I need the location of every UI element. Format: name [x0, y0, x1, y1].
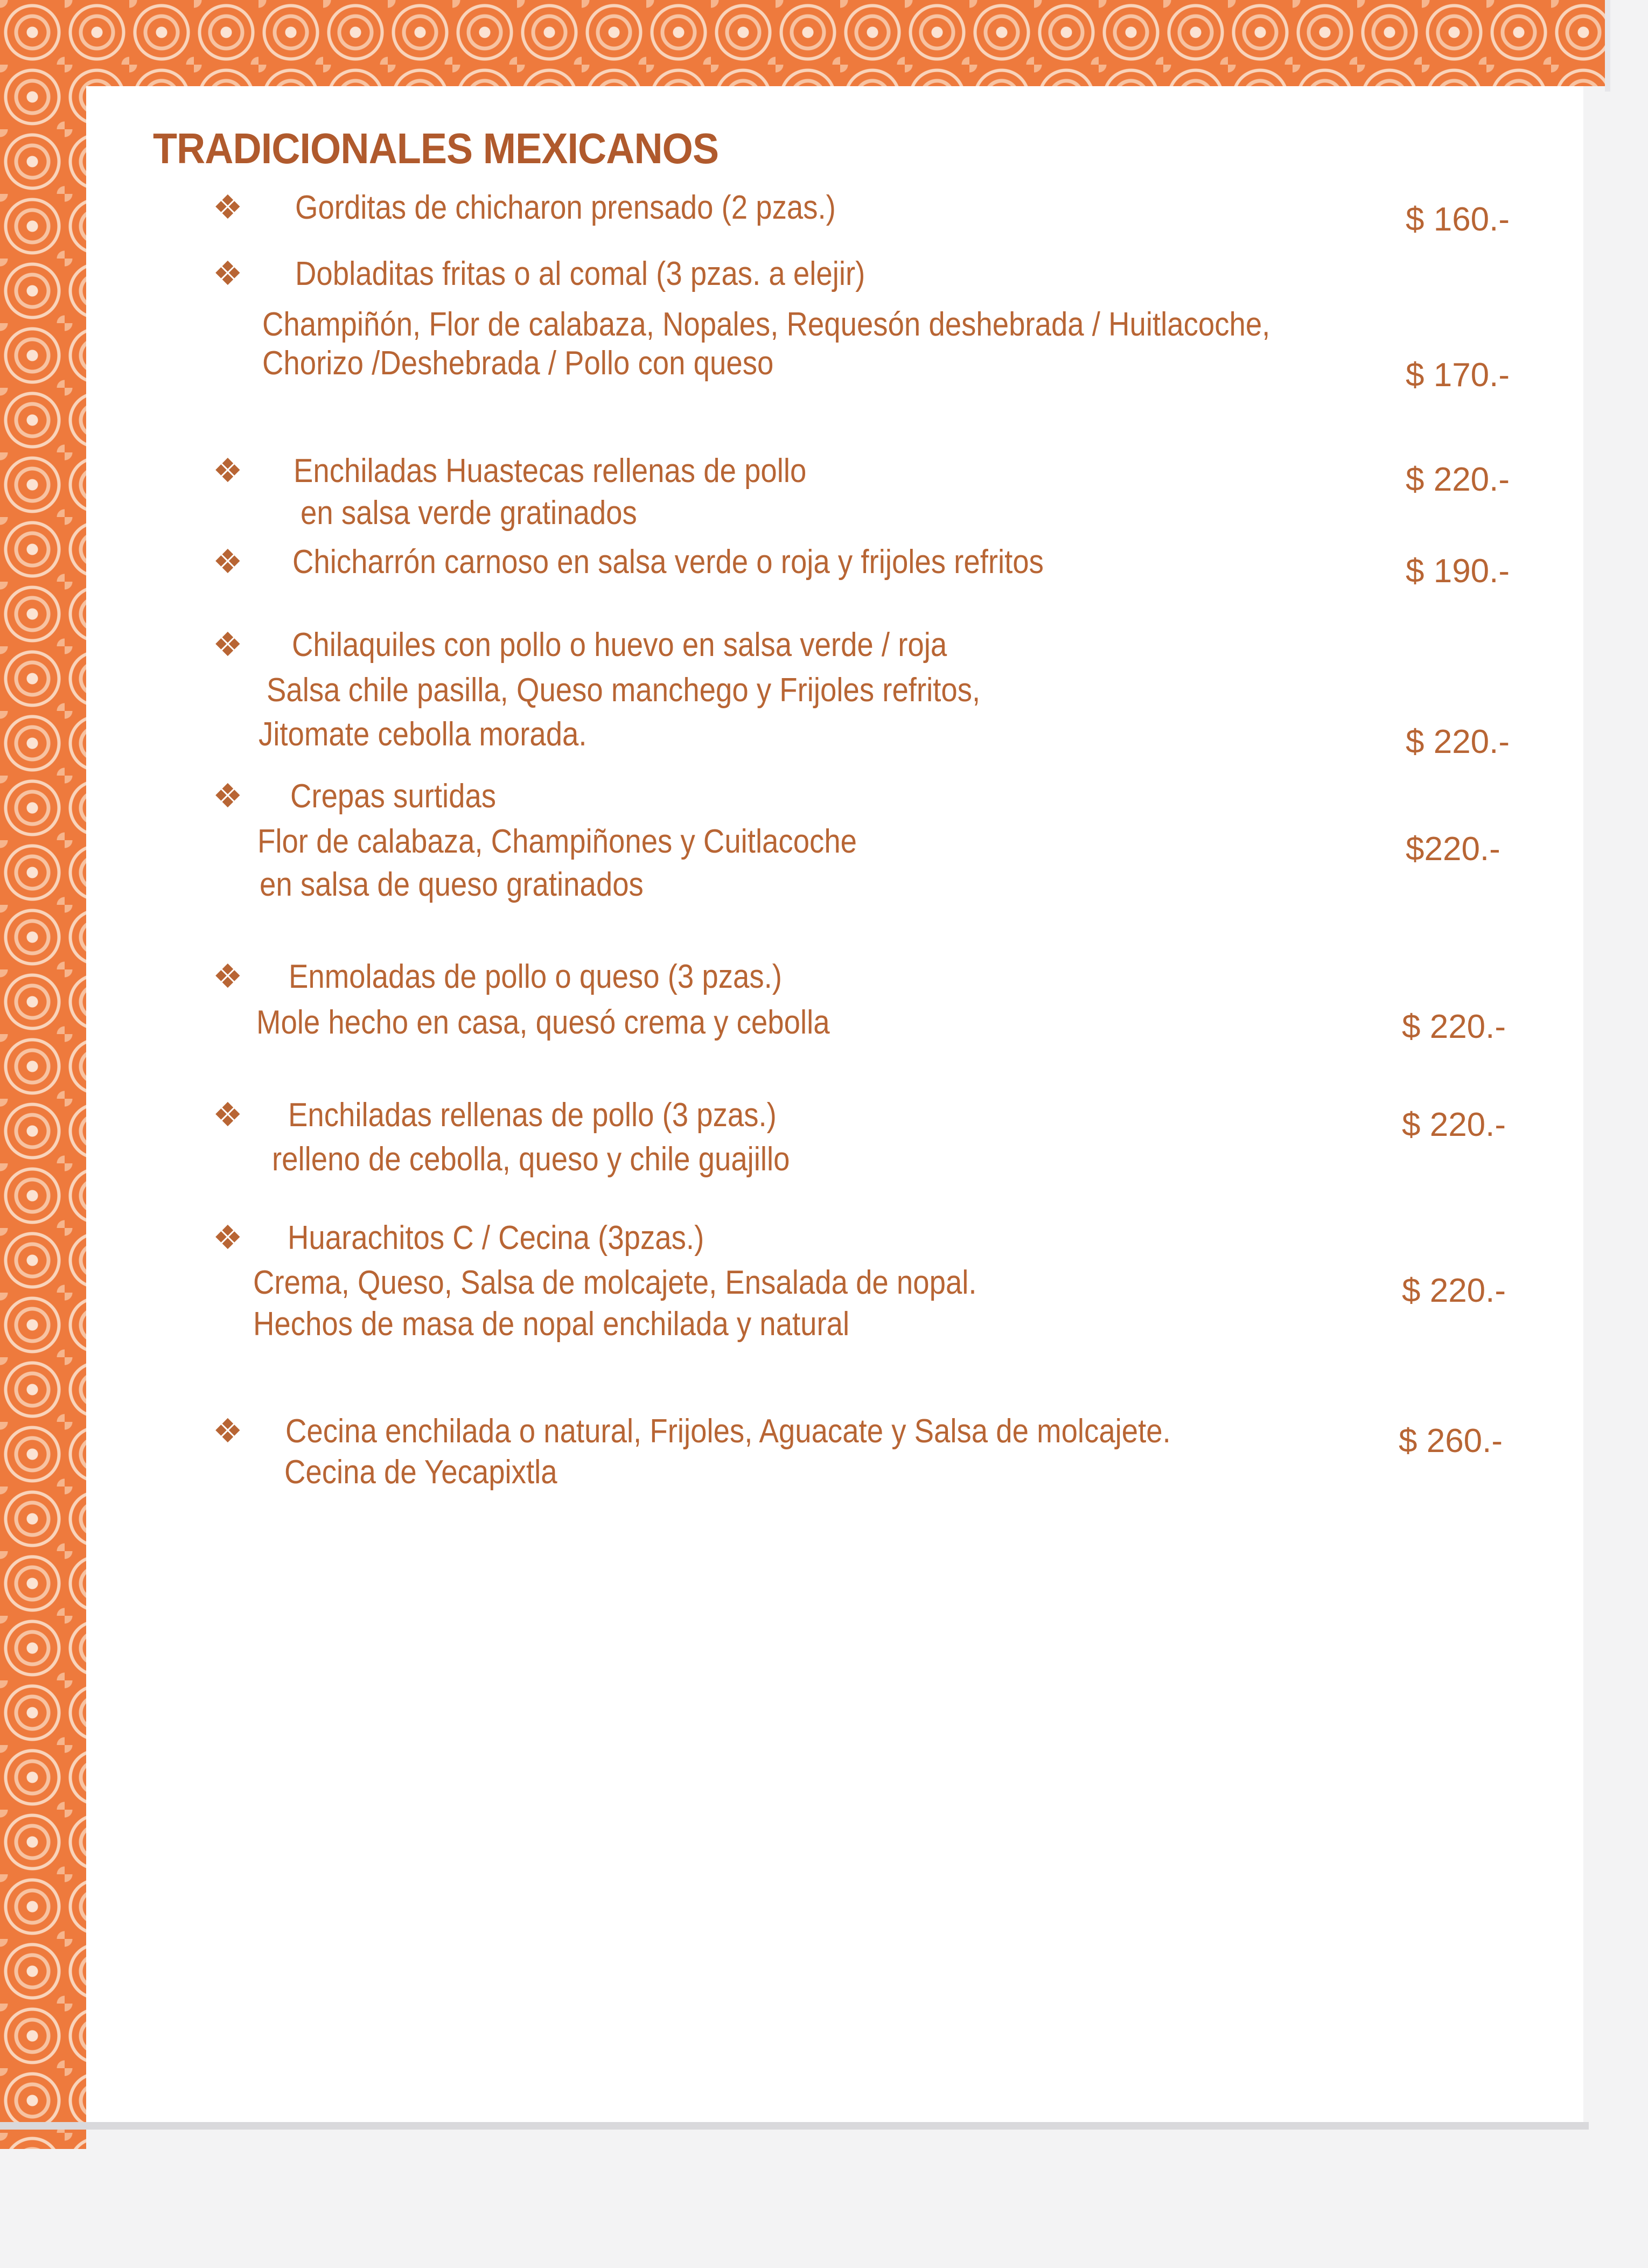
menu-item-detail: Flor de calabaza, Champiñones y Cuitlacoche	[257, 823, 857, 860]
menu-item-name: Huarachitos C / Cecina (3pzas.)	[288, 1219, 704, 1257]
ornamental-border-top	[0, 0, 1605, 86]
menu-item-name: Chicharrón carnoso en salsa verde o roja y frijoles refritos	[292, 543, 1044, 581]
ornamental-border-left	[0, 0, 86, 2149]
menu-item-price: $ 220.-	[1402, 1272, 1506, 1309]
menu-item-price: $220.-	[1406, 831, 1500, 868]
bullet-icon: ❖	[213, 189, 243, 226]
border-edge	[1605, 0, 1610, 92]
menu-item-price: $ 260.-	[1399, 1422, 1503, 1460]
menu-item-name: Enchiladas Huastecas rellenas de pollo	[294, 452, 807, 490]
menu-item-detail: relleno de cebolla, queso y chile guajillo	[272, 1141, 790, 1178]
bullet-icon: ❖	[213, 1219, 243, 1257]
page-bottom-edge	[0, 2122, 1589, 2130]
menu-item-detail: Cecina de Yecapixtla	[284, 1454, 557, 1491]
menu-item-detail: Salsa chile pasilla, Queso manchego y Frijoles refritos,	[267, 672, 981, 709]
bullet-icon: ❖	[213, 255, 243, 292]
menu-item-price: $ 190.-	[1406, 553, 1510, 590]
menu-item-name: Crepas surtidas	[290, 778, 497, 815]
section-title: TRADICIONALES MEXICANOS	[153, 124, 719, 172]
bullet-icon: ❖	[213, 1413, 243, 1450]
menu-item-price: $ 160.-	[1406, 201, 1510, 238]
menu-item-price: $ 220.-	[1406, 723, 1510, 760]
menu-item-price: $ 220.-	[1406, 461, 1510, 498]
bullet-icon: ❖	[213, 778, 243, 815]
bullet-icon: ❖	[213, 958, 243, 995]
menu-item-detail: Mole hecho en casa, quesó crema y cebolla	[256, 1004, 830, 1041]
menu-item-name: Enchiladas rellenas de pollo (3 pzas.)	[288, 1097, 777, 1134]
menu-item-detail: Champiñón, Flor de calabaza, Nopales, Requesón deshebrada / Huitlacoche,	[262, 306, 1270, 343]
menu-item	[0, 958, 1648, 1045]
menu-item	[0, 255, 1648, 394]
menu-item-name: Cecina enchilada o natural, Frijoles, Aguacate y Salsa de molcajete.	[285, 1413, 1171, 1450]
menu-item-name: Chilaquiles con pollo o huevo en salsa verde / roja	[292, 626, 947, 664]
menu-item-name: Dobladitas fritas o al comal (3 pzas. a elejir)	[295, 255, 865, 292]
menu-item-detail: Chorizo /Deshebrada / Pollo con queso	[262, 345, 774, 382]
menu-item-detail: Hechos de masa de nopal enchilada y natural	[253, 1306, 850, 1343]
bullet-icon: ❖	[213, 626, 243, 664]
bullet-icon: ❖	[213, 543, 243, 581]
bullet-icon: ❖	[213, 1097, 243, 1134]
menu-item-detail: en salsa verde gratinados	[301, 494, 637, 532]
menu-item-detail: Jitomate cebolla morada.	[259, 716, 587, 753]
menu-item-price: $ 170.-	[1406, 357, 1510, 394]
menu-item-name: Gorditas de chicharon prensado (2 pzas.)	[295, 189, 836, 226]
menu-item-detail: Crema, Queso, Salsa de molcajete, Ensalada de nopal.	[253, 1264, 977, 1301]
menu-item-price: $ 220.-	[1402, 1008, 1506, 1045]
menu-item	[0, 189, 1648, 238]
menu-item-price: $ 220.-	[1402, 1106, 1506, 1143]
menu-item-detail: en salsa de queso gratinados	[260, 866, 644, 903]
menu-item-name: Enmoladas de pollo o queso (3 pzas.)	[289, 958, 782, 995]
bullet-icon: ❖	[213, 452, 243, 490]
